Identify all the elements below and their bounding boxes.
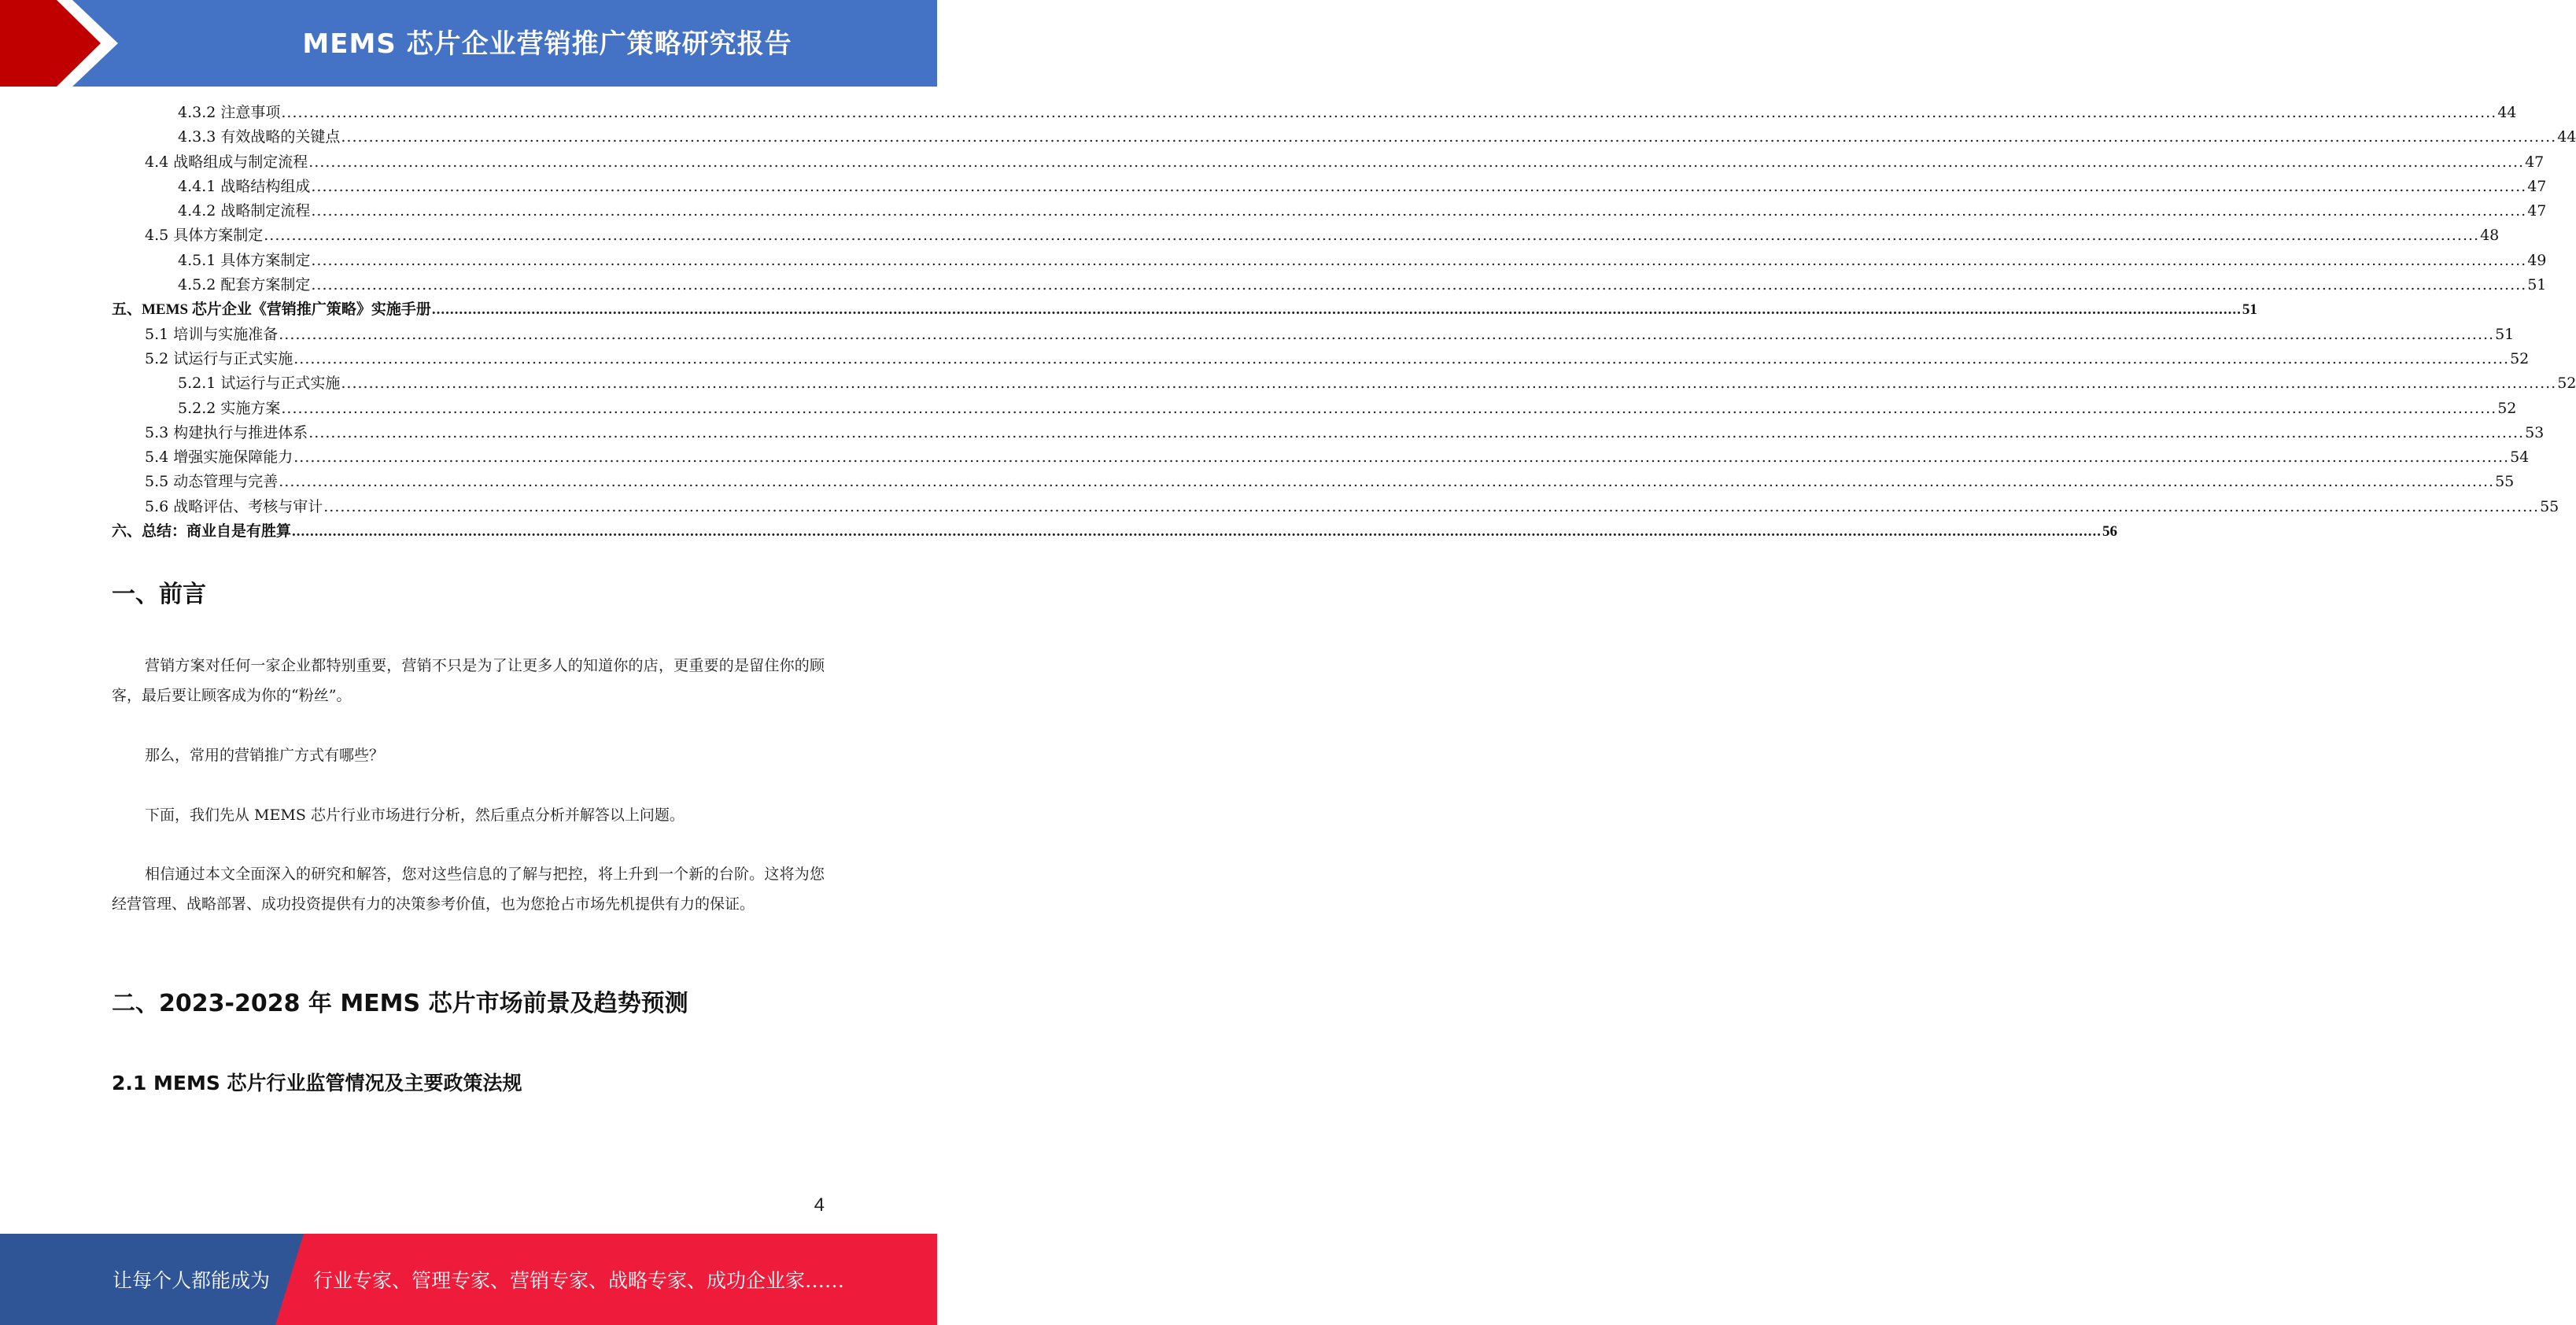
toc-leader-dots: ................................................................................................................................................................................................................................................................................................................................................................................................................ <box>308 423 2525 441</box>
toc-entry[interactable] <box>112 249 2547 273</box>
paragraph: 下面，我们先从 MEMS 芯片行业市场进行分析，然后重点分析并解答以上问题。 <box>145 806 685 824</box>
toc-entry[interactable] <box>112 445 2530 470</box>
toc-entry-page: 51 <box>2242 301 2257 319</box>
toc-entry[interactable] <box>112 297 2257 322</box>
page-number: 4 <box>814 1194 825 1216</box>
toc-entry[interactable] <box>112 371 2576 396</box>
toc-entry-label: 5.2.2 实施方案 <box>178 399 281 417</box>
toc-leader-dots: ................................................................................................................................................................................................................................................................................................................................................................................................................ <box>293 448 2510 467</box>
toc-entry-page: 52 <box>2510 349 2530 367</box>
toc-entry[interactable] <box>112 421 2545 445</box>
toc-leader-dots: ................................................................................................................................................................................................................................................................................................................................................................................................................ <box>311 276 2527 294</box>
toc-entry-label: 4.5.2 配套方案制定 <box>178 276 311 294</box>
paragraph: 那么，常用的营销推广方式有哪些？ <box>145 747 385 764</box>
toc-entry-label: 5.4 增强实施保障能力 <box>145 448 293 467</box>
toc-entry-label: 5.5 动态管理与完善 <box>145 473 279 491</box>
toc-entry-page: 44 <box>2497 104 2517 121</box>
toc-entry-page: 53 <box>2525 423 2545 441</box>
toc-entry-page: 51 <box>2527 276 2547 294</box>
toc-entry[interactable] <box>112 273 2547 297</box>
toc-leader-dots: ................................................................................................................................................................................................................................................................................................................................................................................................................ <box>281 104 2497 121</box>
toc-entry-label: 五、MEMS 芯片企业《营销推广策略》实施手册 <box>112 301 431 319</box>
subsection-heading-regulation: 2.1 MEMS 芯片行业监管情况及主要政策法规 <box>112 1072 522 1094</box>
footer-slogan-right: 行业专家、管理专家、营销专家、战略专家、成功企业家…… <box>313 1269 845 1292</box>
toc-leader-dots: ................................................................................................................................................................................................................................................................................................................................................................................................................ <box>292 523 2102 541</box>
table-of-contents <box>112 101 2576 544</box>
toc-entry-page: 55 <box>2495 473 2515 491</box>
toc-entry[interactable] <box>112 519 2118 544</box>
toc-entry-page: 44 <box>2557 128 2576 146</box>
toc-leader-dots: ................................................................................................................................................................................................................................................................................................................................................................................................................ <box>279 325 2495 343</box>
section-heading-market-forecast: 二、2023-2028 年 MEMS 芯片市场前景及趋势预测 <box>112 990 688 1017</box>
toc-entry[interactable] <box>112 223 2500 248</box>
toc-entry-page: 47 <box>2527 202 2547 220</box>
toc-entry-label: 4.5.1 具体方案制定 <box>178 251 311 269</box>
toc-entry-label: 4.4 战略组成与制定流程 <box>145 153 308 171</box>
toc-leader-dots: ................................................................................................................................................................................................................................................................................................................................................................................................................ <box>308 153 2525 171</box>
report-title: MEMS 芯片企业营销推广策略研究报告 <box>302 28 792 60</box>
toc-entry-page: 54 <box>2510 448 2530 467</box>
toc-entry[interactable] <box>112 323 2515 347</box>
toc-entry-page: 51 <box>2495 325 2515 343</box>
paragraph: 营销方案对任何一家企业都特别重要，营销不只是为了让更多人的知道你的店，更重要的是留住你的顾客，最后要让顾客成为你的“粉丝”。 <box>112 657 825 704</box>
toc-entry-label: 4.4.1 战略结构组成 <box>178 177 311 195</box>
toc-entry-page: 55 <box>2540 497 2559 515</box>
toc-entry[interactable] <box>112 397 2517 421</box>
toc-entry-page: 52 <box>2497 399 2517 417</box>
section-heading-preface: 一、前言 <box>112 581 206 608</box>
toc-entry-label: 4.3.3 有效战略的关键点 <box>178 128 341 146</box>
toc-entry[interactable] <box>112 101 2517 125</box>
toc-entry-label: 5.6 战略评估、考核与审计 <box>145 497 323 515</box>
toc-entry-page: 47 <box>2525 153 2545 171</box>
header-arrow-icon <box>0 0 126 87</box>
toc-leader-dots: ................................................................................................................................................................................................................................................................................................................................................................................................................ <box>341 128 2557 146</box>
toc-entry-page: 48 <box>2480 227 2500 245</box>
toc-leader-dots: ................................................................................................................................................................................................................................................................................................................................................................................................................ <box>341 375 2557 393</box>
toc-entry[interactable] <box>112 150 2545 175</box>
toc-entry[interactable] <box>112 495 2559 519</box>
toc-entry-page: 52 <box>2557 375 2576 393</box>
toc-entry-label: 5.2 试运行与正式实施 <box>145 349 293 367</box>
toc-entry[interactable] <box>112 175 2547 199</box>
toc-entry[interactable] <box>112 347 2530 371</box>
toc-leader-dots: ................................................................................................................................................................................................................................................................................................................................................................................................................ <box>431 301 2242 319</box>
toc-entry-label: 4.3.2 注意事项 <box>178 104 281 121</box>
toc-leader-dots: ................................................................................................................................................................................................................................................................................................................................................................................................................ <box>311 251 2527 269</box>
toc-entry-label: 5.2.1 试运行与正式实施 <box>178 375 341 393</box>
toc-entry-label: 六、总结：商业自是有胜算 <box>112 523 292 541</box>
toc-entry-page: 47 <box>2527 177 2547 195</box>
footer-slogan-left: 让每个人都能成为 <box>113 1269 271 1292</box>
toc-entry-label: 4.4.2 战略制定流程 <box>178 202 311 220</box>
toc-entry[interactable] <box>112 199 2547 223</box>
toc-leader-dots: ................................................................................................................................................................................................................................................................................................................................................................................................................ <box>264 227 2480 245</box>
toc-entry-label: 5.1 培训与实施准备 <box>145 325 279 343</box>
toc-entry-label: 4.5 具体方案制定 <box>145 227 264 245</box>
toc-entry-page: 49 <box>2527 251 2547 269</box>
toc-entry[interactable] <box>112 470 2515 494</box>
toc-entry-page: 56 <box>2102 523 2118 541</box>
page-footer <box>0 1234 937 1325</box>
paragraph: 相信通过本文全面深入的研究和解答，您对这些信息的了解与把控，将上升到一个新的台阶。这将为您经营管理、战略部署、成功投资提供有力的决策参考价值，也为您抢占市场先机提供有力的保证。 <box>112 865 825 913</box>
toc-leader-dots: ................................................................................................................................................................................................................................................................................................................................................................................................................ <box>279 473 2495 491</box>
toc-leader-dots: ................................................................................................................................................................................................................................................................................................................................................................................................................ <box>311 177 2527 195</box>
page-header <box>0 0 937 87</box>
toc-leader-dots: ................................................................................................................................................................................................................................................................................................................................................................................................................ <box>311 202 2527 220</box>
toc-leader-dots: ................................................................................................................................................................................................................................................................................................................................................................................................................ <box>293 349 2510 367</box>
toc-entry-label: 5.3 构建执行与推进体系 <box>145 423 308 441</box>
toc-leader-dots: ................................................................................................................................................................................................................................................................................................................................................................................................................ <box>281 399 2497 417</box>
toc-entry[interactable] <box>112 125 2576 149</box>
toc-leader-dots: ................................................................................................................................................................................................................................................................................................................................................................................................................ <box>323 497 2540 515</box>
